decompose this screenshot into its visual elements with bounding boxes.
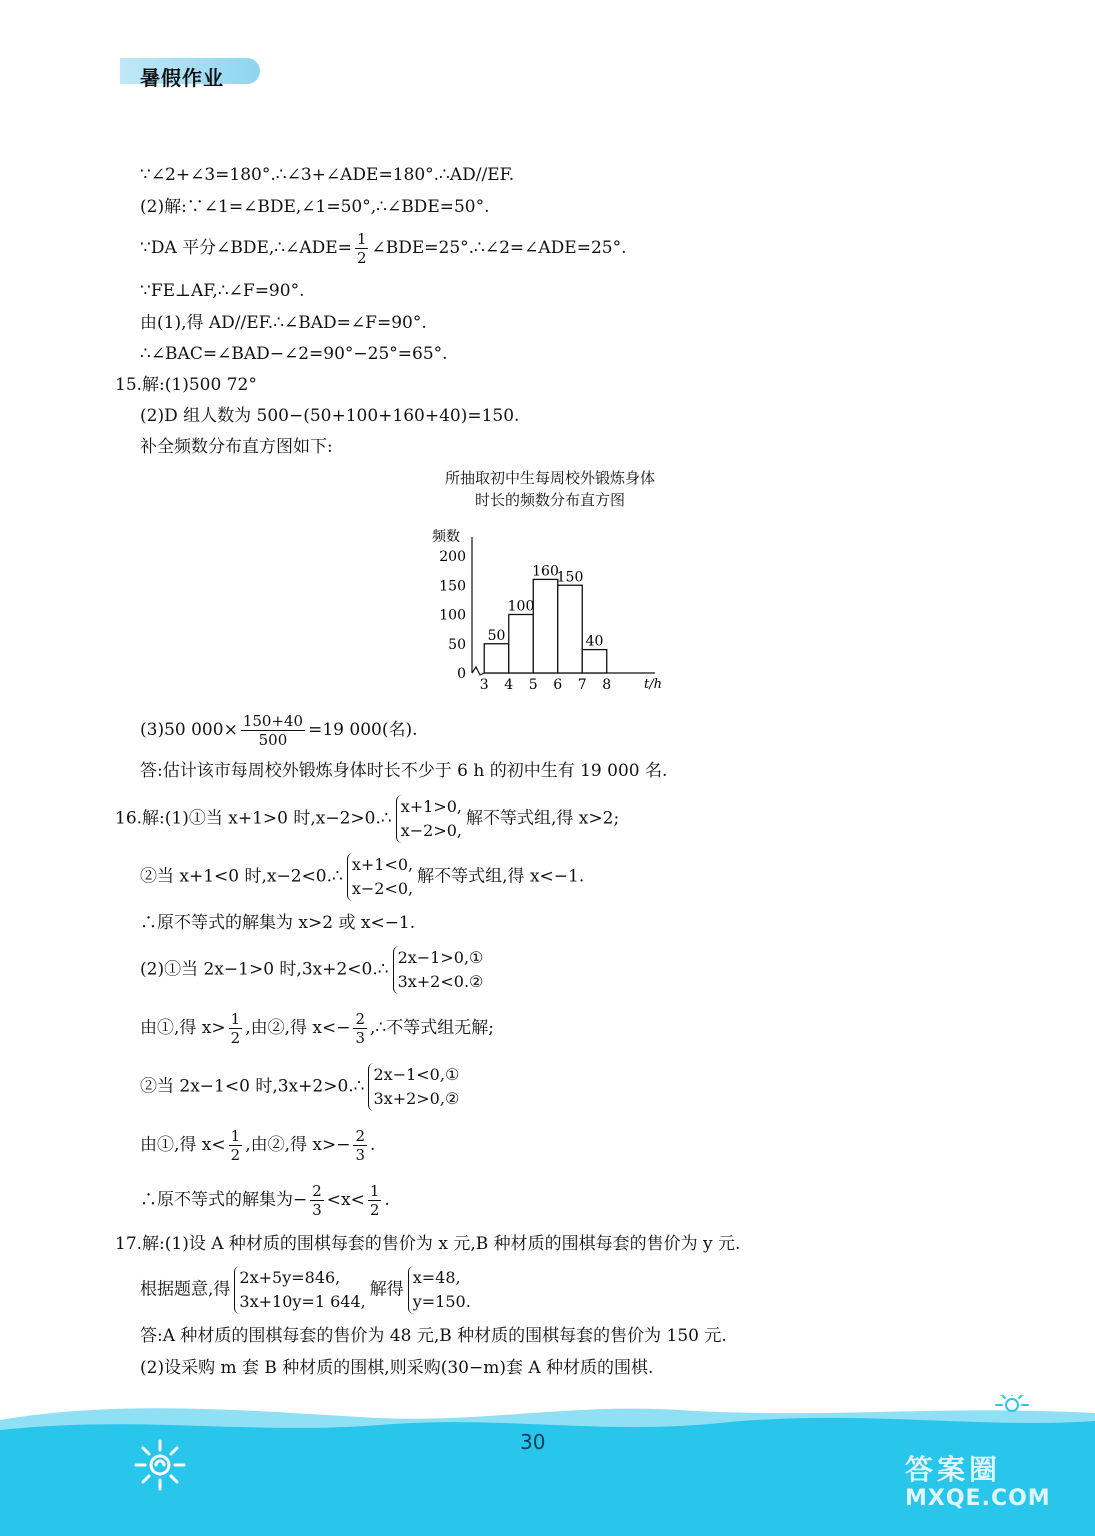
bar-value-label: 160 xyxy=(532,563,559,580)
fraction: $\frac{1}{2}$ xyxy=(230,1010,241,1047)
histogram-bar xyxy=(509,615,534,674)
y-tick-label: 200 xyxy=(439,549,466,565)
text-line: ②当 2x−1<0 时,3x+2>0.∴ 2x−1<0,① 3x+2>0,② xyxy=(140,1063,463,1111)
bar-value-label: 150 xyxy=(556,569,584,586)
watermark: 答案圈 MXQE.COM xyxy=(905,1453,1051,1511)
fraction: $\frac{150+40}{500}$ xyxy=(242,712,304,749)
text-line: (2)解:∵∠1=∠BDE,∠1=50°,∴∠BDE=50°. xyxy=(140,197,490,217)
equation-system: 2x−1>0,① 3x+2<0.② xyxy=(393,946,484,994)
equation-system: x=48, y=150. xyxy=(408,1266,471,1314)
x-tick-label: 7 xyxy=(577,677,587,693)
y-tick-label: 150 xyxy=(439,578,466,595)
text-line: 补全频数分布直方图如下: xyxy=(140,437,333,457)
text-line: 答:估计该市每周校外锻炼身体时长不少于 6 h 的初中生有 19 000 名. xyxy=(140,761,668,781)
equation-system: x+1<0, x−2<0, xyxy=(347,853,413,901)
sun-icon-small xyxy=(996,1395,1028,1411)
histogram-chart xyxy=(420,525,680,695)
x-tick-label: 8 xyxy=(602,677,612,693)
question-17: 17.解:(1)设 A 种材质的围棋每套的售价为 x 元,B 种材质的围棋每套的售价为 y 元. xyxy=(115,1234,741,1254)
text-line: ∴原不等式的解集为− $\frac{2}{3}$ <x< $\frac{1}{2}$ . xyxy=(140,1182,390,1219)
chart-title: 所抽取初中生每周校外锻炼身体 时长的频数分布直方图 xyxy=(444,469,655,509)
text-line: (3)50 000× $\frac{150+40}{500}$ =19 000(名). xyxy=(140,712,418,749)
text-line: ∵DA 平分∠BDE,∴∠ADE= $\frac{1}{2}$ ∠BDE=25°.∴∠2=∠ADE=25°. xyxy=(140,230,627,267)
x-tick-label: 6 xyxy=(553,677,563,693)
text-line: ∴∠BAC=∠BAD−∠2=90°−25°=65°. xyxy=(140,344,448,364)
histogram-bar xyxy=(533,579,558,673)
equation-system: x+1>0, x−2>0, xyxy=(396,795,462,843)
bar-value-label: 40 xyxy=(585,633,604,650)
y-tick-label: 0 xyxy=(457,666,466,682)
x-tick-labels xyxy=(480,677,611,693)
x-axis-label: t/h xyxy=(644,677,662,692)
x-tick-label: 5 xyxy=(528,677,538,693)
text-line: 由①,得 x> $\frac{1}{2}$ ,由②,得 x<− $\frac{2}{3}$ ,∴不等式组无解; xyxy=(140,1010,494,1047)
y-axis-label: 频数 xyxy=(432,529,460,545)
axis-break-mark xyxy=(472,667,484,675)
page-number: 30 xyxy=(520,1430,546,1454)
text-line: 答:A 种材质的围棋每套的售价为 48 元,B 种材质的围棋每套的售价为 150 元. xyxy=(140,1326,727,1346)
question-16: 16.解:(1)①当 x+1>0 时,x−2>0.∴ x+1>0, x−2>0, 解不等式组,得 x>2; xyxy=(115,795,619,843)
histogram-bar xyxy=(484,644,509,673)
equation-system: 2x+5y=846, 3x+10y=1 644, xyxy=(234,1266,365,1314)
x-tick-label: 3 xyxy=(479,677,489,693)
text-line: 由①,得 x< $\frac{1}{2}$ ,由②,得 x>− $\frac{2}{3}$ . xyxy=(140,1127,376,1164)
text-line: (2)设采购 m 套 B 种材质的围棋,则采购(30−m)套 A 种材质的围棋. xyxy=(140,1358,654,1378)
histogram-bar xyxy=(582,650,607,673)
text-line: ②当 x+1<0 时,x−2<0.∴ x+1<0, x−2<0, 解不等式组,得 x<−1. xyxy=(140,853,584,901)
equation-system: 2x−1<0,① 3x+2>0,② xyxy=(368,1063,459,1111)
y-tick-label: 100 xyxy=(439,607,466,624)
y-tick-label: 50 xyxy=(448,636,466,653)
y-tick-labels xyxy=(439,549,466,682)
text-line: 根据题意,得 2x+5y=846, 3x+10y=1 644, 解得 x=48, y=150. xyxy=(140,1266,475,1314)
fraction: $\frac{2}{3}$ xyxy=(312,1182,322,1219)
fraction: $\frac{1}{2}$ xyxy=(230,1127,241,1164)
fraction: $\frac{2}{3}$ xyxy=(355,1127,366,1164)
fraction: $\frac{2}{3}$ xyxy=(355,1010,366,1047)
bar-value-label: 50 xyxy=(487,627,506,644)
x-tick-label: 4 xyxy=(504,677,514,693)
text-line: 由(1),得 AD//EF.∴∠BAD=∠F=90°. xyxy=(140,313,427,333)
text-line: (2)D 组人数为 500−(50+100+160+40)=150. xyxy=(140,406,520,426)
text-line: (2)①当 2x−1>0 时,3x+2<0.∴ 2x−1>0,① 3x+2<0.② xyxy=(140,946,487,994)
bar-value-label: 100 xyxy=(507,598,535,615)
text-line: ∴原不等式的解集为 x>2 或 x<−1. xyxy=(140,913,416,933)
fraction: $\frac{1}{2}$ xyxy=(356,230,367,267)
histogram-bar xyxy=(558,585,583,673)
header-title: 暑假作业 xyxy=(140,66,224,90)
question-15: 15.解:(1)500 72° xyxy=(115,375,257,395)
text-line: ∵∠2+∠3=180°.∴∠3+∠ADE=180°.∴AD//EF. xyxy=(140,165,515,185)
chart-bars xyxy=(484,579,607,673)
text-line: ∵FE⊥AF,∴∠F=90°. xyxy=(140,281,305,301)
fraction: $\frac{1}{2}$ xyxy=(369,1182,380,1219)
